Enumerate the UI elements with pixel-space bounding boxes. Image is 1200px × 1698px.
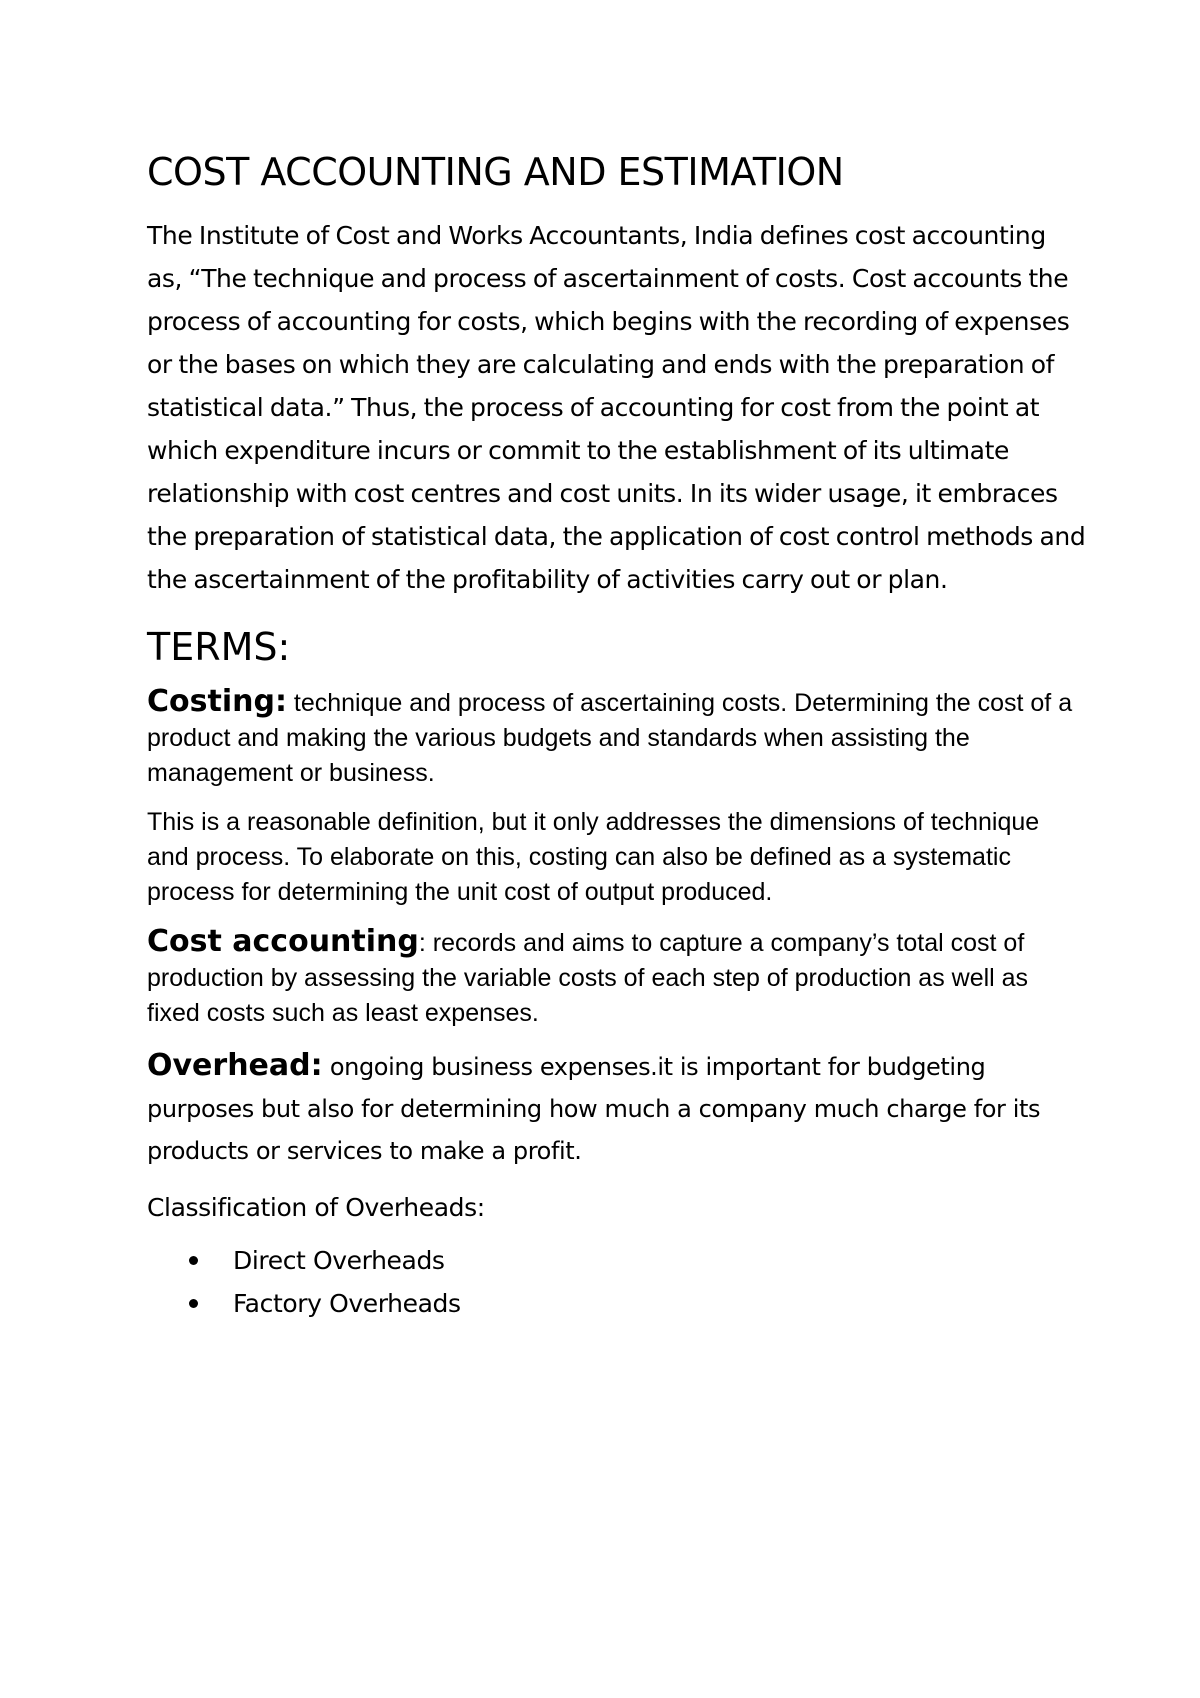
costing-term: Costing:	[147, 683, 287, 719]
bullet-icon	[189, 1256, 198, 1265]
terms-heading: TERMS:	[147, 624, 291, 669]
overhead-definition	[147, 1045, 1087, 1172]
bullet-icon	[189, 1299, 198, 1308]
cost-accounting-text: : records and aims to capture a company’s total cost of production by assessing the variable costs of each step of production as well as fixed costs such as least expenses.	[147, 928, 1029, 1027]
classification-heading: Classification of Overheads:	[147, 1192, 485, 1222]
costing-text: technique and process of ascertaining costs. Determining the cost of a product and making the various budgets and standards when assisting the management or business.	[147, 688, 1073, 787]
list-item-label: Direct Overheads	[233, 1245, 445, 1275]
costing-note: This is a reasonable definition, but it only addresses the dimensions of technique and process. To elaborate on this, costing can also be defined as a systematic process for determining the unit cost of output produced.	[147, 807, 1040, 906]
overhead-text: ongoing business expenses.it is important for budgeting purposes but also for determining how much a company much charge for its products or services to make a profit.	[147, 1052, 1041, 1165]
intro-paragraph: The Institute of Cost and Works Accountants, India defines cost accounting as, “The technique and process of ascertainment of costs. Cost accounts the process of accounting for costs, which begins with the recording of expenses or the bases on which they are calculating and ends with the preparation of statistical data.” Thus, the process of accounting for cost from the point at which expenditure incurs or commit to the establishment of its ultimate relationship with cost centres and cost units. In its wider usage, it embraces the preparation of statistical data, the application of cost control methods and the ascertainment of the profitability of activities carry out or plan.	[147, 220, 1086, 594]
list-item	[187, 1239, 1087, 1282]
document-page	[147, 150, 1087, 1325]
classification-list	[147, 1239, 1087, 1325]
costing-definition	[147, 684, 1087, 791]
list-item	[187, 1282, 1087, 1325]
document-title: COST ACCOUNTING AND ESTIMATION	[147, 150, 844, 194]
cost-accounting-term: Cost accounting	[147, 923, 419, 959]
cost-accounting-definition	[147, 924, 1087, 1031]
list-item-label: Factory Overheads	[233, 1288, 461, 1318]
overhead-term: Overhead:	[147, 1047, 323, 1083]
